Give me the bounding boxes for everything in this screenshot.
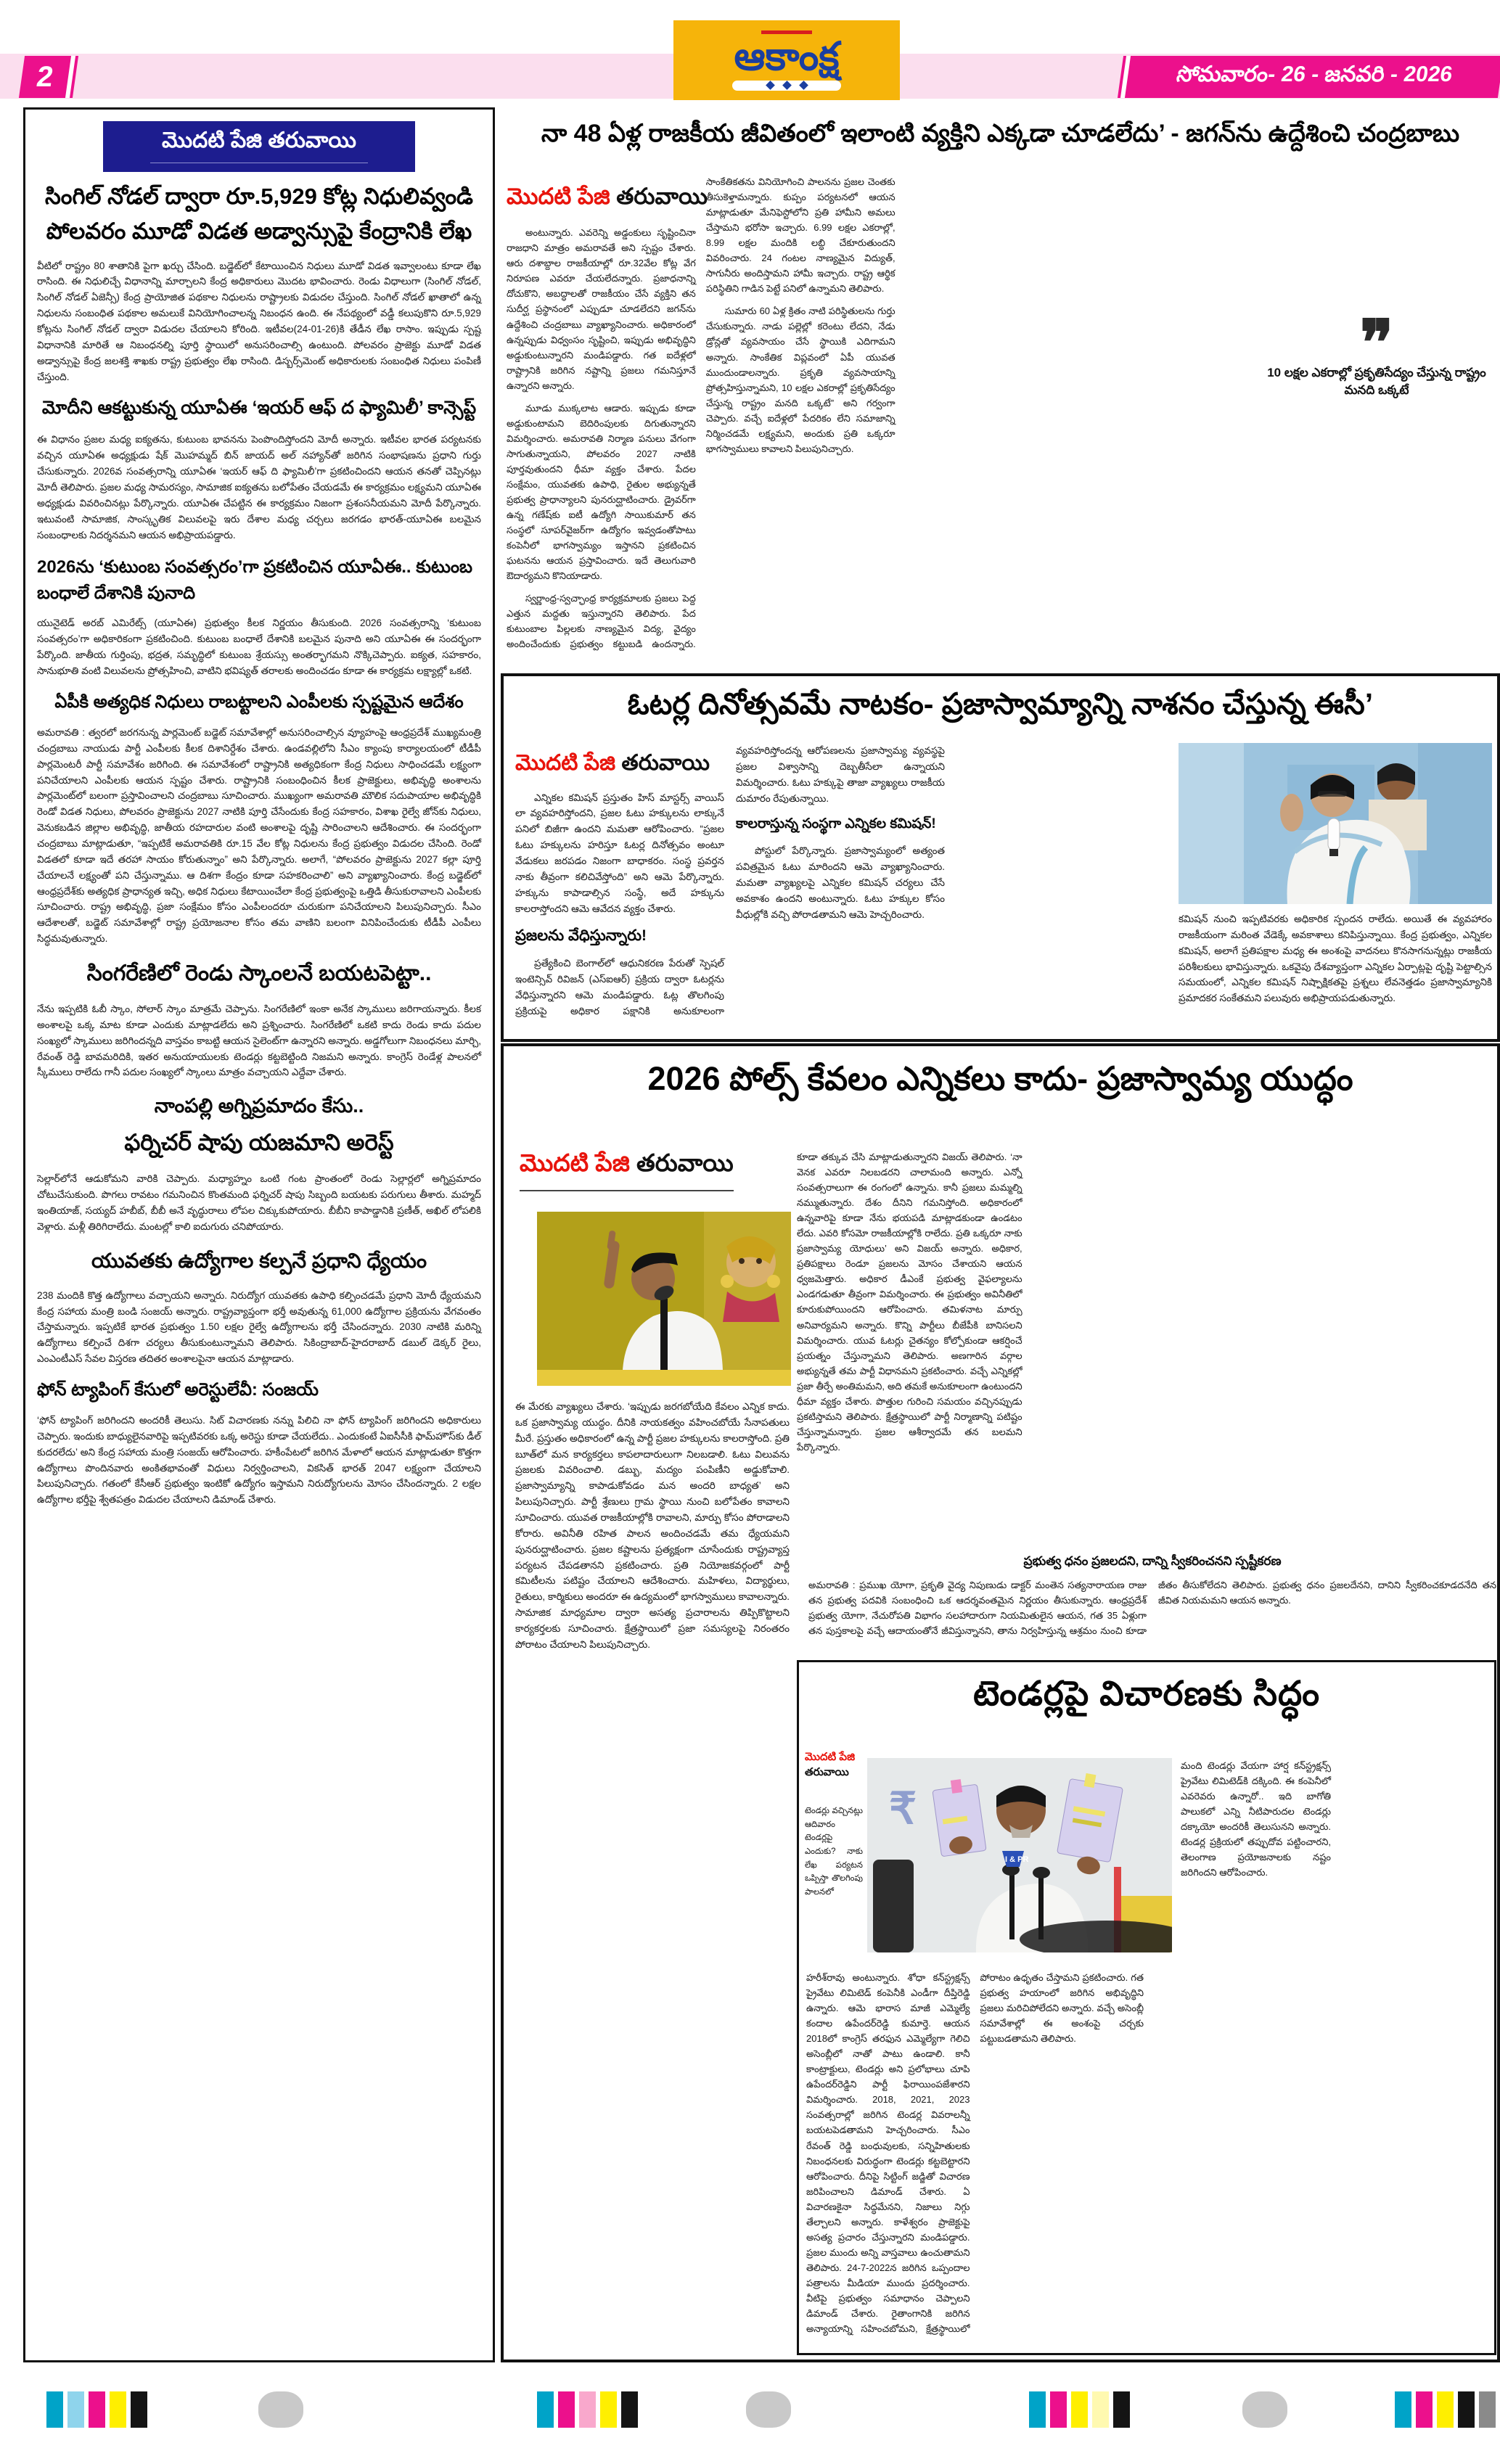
subhead-ec-eroding-rights: కాలరాస్తున్న సంస్థగా ఎన్నికల కమిషన్! <box>736 816 936 832</box>
subhead-phone-tapping: ఫోన్ ట్యాపింగ్ కేసులో అరెస్టులేవీ: సంజయ్ <box>37 1379 319 1400</box>
date-banner <box>1120 56 1500 98</box>
chandrababu-paragraph: సుమారు 60 ఏళ్ల క్రితం నాటి పరిస్థితులను గుర్తు చేసుకున్నారు. నాడు పల్లెల్లో కరెంటు లేదని, నేడు డ్రోన్లతో వ్యవసాయం చేసే స్థాయికి ఎదిగామని అన్నారు. సాంకేతిక విప్లవంలో ఏపీ యువత ముందుండాలన్నారు. ప్రకృతి వ్యవసాయాన్ని ప్రోత్సహిస్తున్నామని, 10 లక్షల ఎకరాల్లో ప్రకృతిసేద్యం చేస్తున్న రాష్ట్రం మనది ఒక్కటే” అని గర్వంగా చెప్పారు. వచ్చే ఐదేళ్లలో పేదరికం లేని సమాజాన్ని నిర్మించడమే లక్ష్యమని, అందుకు ప్రతి ఒక్కరూ భాగస్వాములు కావాలని పిలుపునిచ్చారు. <box>705 305 896 454</box>
tenders-body-bottom: హరీశ్‌రావు అంటున్నారు. శోధా కన్‌స్ట్రక్షన్స్ ప్రైవేటు లిమిటెడ్ కంపెనీకి ఎండీగా దీప్తిరెడ్డి ఉన్నారు. ఆమె భారాస మాజీ ఎమ్మెల్యే కందాల ఉపేందర్‌రెడ్డి కుమార్తె. ఆయన 2018లో కాంగ్రెస్ తరఫున ఎమ్మెల్యేగా గెలిచి అసెంబ్లీలో నాతో పాటు ఉండాలి. కానీ కాంట్రాక్టులు, టెండర్లు అని ప్రలోభాలు చూపి ఉపేందర్‌రెడ్డిని పార్టీ ఫిరాయింపజేశారని విమర్శించారు. 2018, 2021, 2023 సంవత్సరాల్లో జరిగిన టెండర్ల వివరాలన్నీ బయటపెడతామని హెచ్చరించారు. సీఎం రేవంత్ రెడ్డి బంధువులకు, సన్నిహితులకు నిబంధనలకు విరుద్ధంగా టెండర్లు కట్టబెట్టారని ఆరోపించారు. దీనిపై సిట్టింగ్ జడ్జితో విచారణ జరిపించాలని డిమాండ్ చేశారు. ఏ విచారణకైనా సిద్ధమేనని, నిజాలు నిగ్గు తేల్చాలని అన్నారు. కాళేశ్వరం ప్రాజెక్టుపై అసత్య ప్రచారం చేస్తున్నారని మండిపడ్డారు. ప్రజల ముందు అన్ని వాస్తవాలు ఉంచుతామని తెలిపారు. 24-7-2022న జరిగిన ఒప్పందాల పత్రాలను మీడియా ముందు ప్రదర్శించారు. వీటిపై ప్రభుత్వం సమాధానం చెప్పాలని డిమాండ్ చేశారు. రైతాంగానికి జరిగిన అన్యాయాన్ని సహించబోమని, క్షేత్రస్థాయిలో పోరాటం ఉధృతం చేస్తామని ప్రకటించారు. గత ప్రభుత్వ హయాంలో జరిగిన అభివృద్ధిని ప్రజలు మరిచిపోలేదని అన్నారు. వచ్చే అసెంబ్లీ సమావేశాల్లో ఈ అంశంపై చర్చకు పట్టుబడతామని తెలిపారు. <box>806 1972 1144 2335</box>
press-conference-photo <box>867 1758 1172 1952</box>
newspaper-logo <box>673 20 900 100</box>
voters-paragraph: పోస్టులో పేర్కొన్నారు. ప్రజాస్వామ్యంలో అత్యంత పవిత్రమైన ఓటు మారిందని ఆమె వ్యాఖ్యానించారు. మమతా వ్యాఖ్యలపై ఎన్నికల కమిషన్ చర్యలు చేసే అవకాశం ఉందని అంటున్నారు. ఓటు హక్కుల కోసం వీధుల్లోకి వచ్చి పోరాడతామని ఆమె హెచ్చరించారు. <box>736 845 945 920</box>
article-voters-day-ec <box>501 673 1500 1042</box>
polavaram-headline-line2: పోలవరం మూడో విడత అడ్వాన్సుపై కేంద్రానికి లేఖ <box>46 218 472 245</box>
tenders-headline: టెండర్లపై విచారణకు సిద్ధం <box>972 1674 1321 1712</box>
polls-headline: 2026 పోల్స్ కేవలం ఎన్నికలు కాదు- ప్రజాస్వామ్య యుద్ధం <box>647 1060 1353 1097</box>
svg-text:₹: ₹ <box>889 1784 917 1833</box>
polls-body-col1: ఈ మేరకు వ్యాఖ్యలు చేశారు. ‘ఇప్పుడు జరగబోయేది కేవలం ఎన్నిక కాదు. ఒక ప్రజాస్వామ్య యుద్ధం. దీనికి నాయకత్వం వహించబోయే సేనాపతులు మీరే. ప్రస్తుతం అధికారంలో ఉన్న పార్టీ ప్రజల హక్కులను కాలరాస్తోంది. ప్రతి బూత్‌లో మన కార్యకర్తలు కాపలాదారులుగా నిలబడాలి. ఓటు విలువను ప్రజలకు వివరించాలి. డబ్బు, మద్యం పంపిణీని అడ్డుకోవాలి. ప్రజాస్వామ్యాన్ని కాపాడుకోవడం మన అందరి బాధ్యత’ అని పిలుపునిచ్చారు. పార్టీ శ్రేణులు గ్రామ స్థాయి నుంచి బలోపేతం కావాలని సూచించారు. యువత రాజకీయాల్లోకి రావాలని, మార్పు కోసం పోరాడాలని కోరారు. అవినీతి రహిత పాలన అందించడమే తమ ధ్యేయమని పునరుద్ఘాటించారు. ప్రజల కష్టాలను ప్రత్యక్షంగా చూసేందుకు రాష్ట్రవ్యాప్త పర్యటన చేపడతానని ప్రకటించారు. ప్రతి నియోజకవర్గంలో పార్టీ కమిటీలను పటిష్టం చేయాలని ఆదేశించారు. మహిళలు, విద్యార్థులు, రైతులు, కార్మికులు అందరూ ఈ ఉద్యమంలో భాగస్వాములు కావాలన్నారు. సామాజిక మాధ్యమాల ద్వారా అసత్య ప్రచారాలను తిప్పికొట్టాలని కార్యకర్తలకు సూచించారు. క్షేత్రస్థాయిలో ప్రజా సమస్యలపై నిరంతరం పోరాటం చేయాలని పిలుపునిచ్చారు. <box>515 1401 790 1650</box>
continued-label-red: మొదటి పేజి తరువాయి <box>507 184 708 209</box>
voters-body-right: కమిషన్ నుంచి ఇప్పటివరకు అధికారిక స్పందన రాలేదు. అయితే ఈ వ్యవహారం రాజకీయంగా మరింత వేడెక్కే అవకాశాలు కనిపిస్తున్నాయి. కేంద్ర ప్రభుత్వం, ఎన్నికల కమిషన్, అలాగే ప్రతిపక్షాల మధ్య ఈ అంశంపై వాదనలు కొనసాగనున్నట్లు రాజకీయ పరిశీలకులు భావిస్తున్నారు. ఒకవైపు దేశవ్యాప్తంగా ఎన్నికల ఏర్పాట్లపై దృష్టి పెట్టాల్సిన సమయంలో, ఎన్నికల కమిషన్ నిష్పాక్షికతపై ప్రశ్నలు లేవనెత్తడం ప్రజాస్వామ్యానికి ప్రమాదకర సంకేతమని పలువురు అభిప్రాయపడుతున్నారు. <box>1179 913 1492 1004</box>
date-text: సోమవారం- 26 - జనవరి - 2026 <box>1175 62 1454 86</box>
gray-registration-oval <box>258 2391 303 2428</box>
logo-ornament <box>732 81 841 91</box>
color-bar-group <box>46 2391 147 2428</box>
voters-paragraph: ఎన్నికల కమిషన్ ప్రస్తుతం హిస్ మాస్టర్స్ వాయిస్ లా వ్యవహరిస్తోందని, ప్రజల ఓటు హక్కులను లాక్కునే పనిలో బిజీగా ఉందని మమతా ఆరోపించారు. “ప్రజల ఓటు హక్కులను హరిస్తూ ఓటర్ల దినోత్సవం అంటూ వేడుకలు జరపడం నిజంగా బాధాకరం. సంస్థ ప్రవర్తన నాకు తీవ్రంగా కలిచివేస్తోంది” అని ఆమె పేర్కొన్నారు. హక్కును కాపాడాల్సిన సంస్థే, అదే హక్కును కాలరాస్తోందని ఆమె ఆవేదన వ్యక్తం చేశారు. <box>515 792 724 914</box>
article-tenders-inquiry <box>797 1660 1496 2355</box>
voters-right-column <box>1179 743 1492 1032</box>
color-bar-group <box>1395 2391 1496 2428</box>
logo-title: ఆకాంక్ష <box>734 34 840 78</box>
svg-text:I & PR: I & PR <box>1005 1855 1029 1864</box>
chandrababu-headline: నా 48 ఏళ్ల రాజకీయ జీవితంలో ఇలాంటి వ్యక్తిని ఎక్కడా చూడలేదు’ - జగన్‌ను ఉద్దేశించి చంద్రబాబు <box>541 120 1460 147</box>
subhead-singareni-scams: సింగరేణిలో రెండు స్కాంలనే బయటపెట్టా.. <box>86 961 432 985</box>
yoga-body: అమరావతి : ప్రముఖ యోగా, ప్రకృతి వైద్య నిపుణుడు డాక్టర్ మంతెన సత్యనారాయణ రాజు తన ప్రభుత్వ పదవికి సంబంధించి ఒక ఆదర్శవంతమైన నిర్ణయం తీసుకున్నారు. ఆంధ్రప్రదేశ్ ప్రభుత్వ యోగా, నేచురోపతి విభాగం సలహాదారుగా నియమితులైన ఆయన, గత 35 ఏళ్లుగా తన పుస్తకాలపై వచ్చే ఆదాయంతోనే జీవిస్తున్నానని, తాను నిర్వహిస్తున్న ఆశ్రమం నుంచి కూడా జీతం తీసుకోలేదని తెలిపారు. ప్రభుత్వ ధనం ప్రజలదేనని, దానిని స్వీకరించకూడదనేది తన జీవిత నియమమని ఆయన అన్నారు. <box>808 1580 1496 1637</box>
continued-label-red: మొదటి పేజి తరువాయి <box>805 1751 856 1778</box>
polavaram-body-1: వీటిలో రాష్ట్రం 80 శాతానికి పైగా ఖర్చు చేసింది. బడ్జెట్‌లో కేటాయించిన నిధులు మూడో విడత ఇవ్వాలంటు కూడా లేఖ రాసింది. ఈ నిధులిచ్చే విధానాన్ని మార్చాలని కేంద్ర అధికారులు మొదట భావించారు. రెండు విధాలుగా (సింగిల్ నోడల్, సింగిల్ నోడల్ ఏజెన్సీ) కేంద్ర ప్రాయోజిత పథకాల నిధులను రాష్ట్రాలకు విడుదల చేస్తుంది. సింగిల్ నోడల్ ఖాతాలో ఉన్న నిధులను సంబంధిత పథకాల అమలుకే వినియోగించాలన్న నిబంధన ఉంది. ఈ నేపథ్యంలో వడ్డీ కలుపుకొని రూ.5,929 కోట్లను సింగిల్ నోడల్ ద్వారా విడుదల చేయాలని కోరింది. ఇటీవల(24-01-26)కి తేడీన లేఖ రాసాం. ఇప్పుడు స్పష్ట విధానానికి మారితే ఆ నిబంధనల్ని పూర్తి స్థాయిలో అనుసరించాల్సి ఉంటుంది. పోలవరం ప్రాజెక్టు మూడో విడత అడ్వాన్సుపై కేంద్ర జలశక్తి శాఖకు రాష్ట్ర ప్రభుత్వం లేఖ రాసింది. డిస్బర్స్‌మెంట్ అధికారులకు సంబంధిత నిధులు పంపిణీ చేస్తుంది. <box>37 260 481 382</box>
gray-registration-oval <box>746 2391 791 2428</box>
article-polavaram-letter <box>23 107 495 2362</box>
logo-accent-bar <box>761 30 812 34</box>
page-number <box>19 56 75 98</box>
pull-quote <box>1260 308 1493 440</box>
subhead-harassing-people: ప్రజలను వేధిస్తున్నారు! <box>515 927 647 945</box>
color-bar-group <box>537 2391 638 2428</box>
polavaram-body-5: నేను ఇప్పటికి ఓబీ స్కాం, సోలార్ స్కాం మాత్రమే చెప్పాను. సింగరేణిలో ఇంకా అనేక స్కాములు జరిగాయన్నారు. కీలక అంశాలపై ఒక్క మాట కూడా ఎందుకు మాట్లాడలేదు అని ప్రశ్నించారు. సింగరేణిలో ఒకటి కాదు రెండు కాదు పదుల సంఖ్యలో స్కాములు జరిగిందన్నది వాస్తవం కాబట్టి ఆయన సైలెంట్‌గా ఉన్నారని అన్నారు. అడ్డగోలుగా నిబంధనలు మార్చి, రేవంత్ రెడ్డి బావమరిదికి, ఇతర అనుయాయులకు టెండర్లు కట్టబెట్టింది నిజమని అన్నారు. కాంగ్రెస్ రెండేళ్ల పాలనలో స్కీములు రాలేదు గానీ పదుల సంఖ్యలో స్కాంలు మాత్రం వచ్చాయని ఎద్దేవా చేశారు. <box>37 1003 481 1078</box>
yoga-subhead: ప్రభుత్వ ధనం ప్రజలదని, దాన్ని స్వీకరించనని స్పష్టీకరణ <box>1023 1554 1282 1568</box>
continued-label-red: మొదటి పేజి తరువాయి <box>515 751 710 775</box>
pull-quote-text: 10 లక్షల ఎకరాల్లో ప్రకృతిసేద్యం చేస్తున్న రాష్ట్రం మనది ఒక్కటే <box>1267 365 1486 398</box>
subhead-family-year: 2026ను ‘కుటుంబ సంవత్సరం’గా ప్రకటించిన యూఏఈ.. కుటుంబ బంధాలే దేశానికి పునాది <box>37 557 473 604</box>
mamata-banerjee-photo <box>1179 743 1492 904</box>
color-bar-group <box>1029 2391 1130 2428</box>
polavaram-body-7: 238 మందికి కొత్త ఉద్యోగాలు వచ్చాయని అన్నారు. నిరుద్యోగ యువతకు ఉపాధి కల్పించడమే ప్రధాని మోదీ ధ్యేయమని కేంద్ర సహాయ మంత్రి బండి సంజయ్ అన్నారు. రాష్ట్రవ్యాప్తంగా భర్తీ అవుతున్న 61,000 ఉద్యోగాల ప్రక్రియను వేగవంతం చేస్తామన్నారు. ఇప్పటికే భారత ప్రభుత్వం 1.50 లక్షల రైల్వే ఉద్యోగాలను భర్తీ చేసిందన్నారు. 2030 నాటికి మరిన్ని ఉద్యోగాలు కల్పించే దిశగా చర్యలు తీసుకుంటున్నామని తెలిపారు. సికింద్రాబాద్-హైదరాబాద్ డబుల్ డెక్కర్ రైలు, ఎంఎంటీఎస్ సేవల విస్తరణ తదితర అంశాలపైనా ఆయన మాట్లాడారు. <box>37 1289 481 1365</box>
article-chandrababu-remark <box>501 107 1500 668</box>
chandrababu-paragraph: అంటున్నారు. ఎవరెన్ని అడ్డంకులు సృష్టించినా రాజధాని మాత్రం అమరావతే అని స్పష్టం చేశారు. ఆరు దశాబ్దాల రాజకీయాల్లో రూ.32వేల కోట్ల వేగ నిరూపణ ఎవరూ చేయలేదన్నారు. ప్రజాధనాన్ని దోచుకొని, అబద్ధాలతో రాజకీయం చేసే వ్యక్తిని తన సుదీర్ఘ ప్రస్థానంలో ఎప్పుడూ చూడలేదని జగన్‌ను ఉద్దేశించి చంద్రబాబు వ్యాఖ్యానించారు. అధికారంలో ఉన్నప్పుడు విధ్వంసం సృష్టించి, ఇప్పుడు అభివృద్ధిని అడ్డుకుంటున్నారని మండిపడ్డారు. గత ఐదేళ్లలో రాష్ట్రానికి జరిగిన నష్టాన్ని ప్రజలు గమనిస్తూనే ఉన్నారని అన్నారు. <box>507 227 696 391</box>
subhead-mp-instructions: ఏపీకి అత్యధిక నిధులు రాబట్టాలని ఎంపీలకు స్పష్టమైన ఆదేశం <box>54 691 464 712</box>
vijay-photo <box>537 1212 791 1386</box>
polavaram-body-3: యునైటెడ్ అరబ్ ఎమిరేట్స్ (యూఏఈ) ప్రభుత్వం కీలక నిర్ణయం తీసుకుంది. 2026 సంవత్సరాన్ని ‘కుటుంబ సంవత్సరం’గా అధికారికంగా ప్రకటించింది. కుటుంబ బంధాలే దేశానికి బలమైన పునాది అని యూఏఈ ఈ సందర్భంగా పేర్కొంది. జాతీయ గుర్తింపు, భద్రత, సమృద్ధిలో కుటుంబ శ్రేయస్సు అంతర్భాగమని నొక్కిచెప్పారు. ఐక్యత, సహకారం, సానుభూతి వంటి విలువలను ప్రోత్సహించి, వాటిని భవిష్యత్ తరాలకు అందించడం కూడా ఈ కార్యక్రమ లక్ష్యాల్లో ఒకటి. <box>37 617 481 677</box>
voters-paragraph: ప్రత్యేకించి బెంగాల్‌లో ఆధునికరణ పేరుతో స్పెషల్ ఇంటెన్సివ్ రివిజన్ (ఎస్ఐఆర్) ప్రక్రియ ద్వారా ఓటర్లను వేధిస్తున్నారని ఆమె మండిపడ్డారు. ఓట్ల తొలగింపు ప్రక్రియపై అధికార పక్షానికి అనుకూలంగా వ్యవహరిస్తోందన్న ఆరోపణలను ప్రజాస్వామ్య వ్యవస్థపై ప్రజల విశ్వాసాన్ని దెబ్బతీసేలా ఉన్నాయని విమర్శించారు. ఓటు హక్కుపై తాజా వ్యాఖ్యలు రాజకీయ దుమారం రేపుతున్నాయి. <box>515 745 945 1017</box>
subhead-furniture-arrest: ఫర్నిచర్ షాపు యజమాని అరెస్ట్ <box>124 1130 394 1156</box>
polavaram-body-6: సెల్లార్‌లోనే ఆడుకోమని వారికి చెప్పారు. మధ్యాహ్నం ఒంటి గంట ప్రాంతంలో రెండు సెల్లార్లలో అగ్నిప్రమాదం చోటుచేసుకుంది. పొగలు రావటం గమనించిన కొంతమంది ఫర్నిచర్ షాపు సిబ్బంది బయటకు పరుగులు తీశారు. మహ్మద్ ఇంతియాజ్, సయ్యద్ హబీబ్, బీబీ అనే వృద్ధురాలు లోపల చిక్కుకుపోయారు. బీబీని కాపాడ్డానికి ప్రణీత్, అఖిల్ లోపలికి వెళ్లారు. మళ్లీ తిరిగిరాలేదు. మంటల్లో కాలి ఐదుగురు చనిపోయారు. <box>37 1173 481 1232</box>
continued-label-red: మొదటి పేజి తరువాయి <box>520 1149 734 1191</box>
tenders-body-right: మంది టెండర్లు వేయగా హార్ష కన్‌స్ట్రక్షన్స్ ప్రైవేటు లిమిటెడ్‌కి దక్కింది. ఈ కంపెనీలో ఎవరెవరు ఉన్నారో.. ఇది బాగోతి పాలుకలో ఎన్ని నీటిపారుదల టెండర్లు దక్కాయో అందరికీ తెలుసునని అన్నారు. టెండర్ల ప్రక్రియలో తప్పుదోవ పట్టించారని, తెలంగాణ ప్రయోజనాలకు నష్టం జరిగిందని ఆరోపించారు. <box>1181 1760 1331 1878</box>
chandrababu-paragraph: మూడు ముక్కలాట ఆడారు. ఇప్పుడు కూడా అడ్డుకుంటామని బెదిరింపులకు దిగుతున్నారని విమర్శించారు. అమరావతి నిర్మాణ పనులు వేగంగా సాగుతున్నాయని, పోలవరం 2027 నాటికి పూర్తవుతుందని ధీమా వ్యక్తం చేశారు. పేదల సంక్షేమం, యువతకు ఉపాధి, రైతుల అభ్యున్నతే ప్రభుత్వ ప్రాధాన్యాలని పునరుద్ఘాటించారు. డ్రైవర్‌గా ఉన్న గణేష్‌కు ఐటీ ఉద్యోగి సాయికుమార్ తన సంస్థలో సూపర్‌వైజర్‌గా ఉద్యోగం ఇవ్వడంతోపాటు కంపెనీలో భాగస్వామ్యం ఇస్తానని ప్రకటించిన ఘటనను ఆయన ప్రస్తావించారు. ఇదే తెలుగువారి ఔదార్యమని కొనియాడారు. <box>507 402 696 582</box>
continued-from-page1-box <box>103 121 415 172</box>
continued-label: మొదటి పేజి తరువాయి <box>162 128 356 152</box>
voters-body-left <box>515 743 1165 1032</box>
polavaram-headline-line1: సింగిల్ నోడల్‌ ద్వారా రూ.5,929 కోట్ల నిధులివ్వండి <box>45 184 473 209</box>
polavaram-body-8: ‘ఫోన్ ట్యాపింగ్ జరిగిందని అందరికీ తెలుసు. సిట్ విచారణకు నన్ను పిలిచి నా ఫోన్ ట్యాపింగ్ జరిగిందని అధికారులు చెప్పారు. ఇందుకు బాధ్యులైనవారిపై ఇప్పటివరకు ఒక్క అరెస్టు కూడా చేయలేదు.. ఎందుకంటే ఏఐసీసీకి ఫామ్‌హౌస్‌కు డీల్ కుదరలేదు’ అని కేంద్ర సహాయ మంత్రి సంజయ్ ఆరోపించారు. హకీంపేటలో జరిగిన మేళాలో ఆయన మాట్లాడుతూ కొత్తగా ఉద్యోగాలు పొందినవారు అంకితభావంతో విధులు నిర్వర్తించాలని, వికసిత్ భారత్ 2047 లక్ష్యంగా చేయాలని పిలుపునిచ్చారు. గతంలో కేసీఆర్ ప్రభుత్వం ఇంటికో ఉద్యోగం ఇస్తామని నిరుద్యోగులను మోసం చేసిందన్నారు. 2 లక్షల ఉద్యోగాల భర్తీపై శ్వేతపత్రం విడుదల చేయాలని డిమాండ్ చేశారు. <box>37 1414 481 1506</box>
subhead-uae-concept: మోదీని ఆకట్టుకున్న యూఏఈ ‘ఇయర్ ఆఫ్ ద ఫ్యామిలీ’ కాన్సెప్ట్ <box>41 398 477 419</box>
subhead-nampally-fire: నాంపల్లి అగ్నిప్రమాదం కేసు.. <box>154 1095 364 1117</box>
chandrababu-paragraph: స్వర్ణాంధ్ర-స్వచ్ఛాంధ్ర కార్యక్రమాలకు ప్రజలు పెద్ద ఎత్తున మద్దతు ఇస్తున్నారని తెలిపారు. పేద కుటుంబాల పిల్లలకు నాణ్యమైన విద్య, వైద్యం అందించేందుకు ప్రభుత్వం కట్టుబడి ఉందన్నారు. సాంకేతికతను వినియోగించి పాలనను ప్రజల చెంతకు తీసుకెళ్తామన్నారు. కుప్పం పర్యటనలో ఆయన మాట్లాడుతూ మేనిఫెస్టోలోని ప్రతి హామీని అమలు చేస్తామని భరోసా ఇచ్చారు. 6.99 లక్షల ఎకరాల్లో, 8.99 లక్షల మందికి లబ్ధి చేకూరుతుందని వివరించారు. 24 గంటల నాణ్యమైన విద్యుత్, సాగునీరు అందిస్తామని హామీ ఇచ్చారు. రాష్ట్ర ఆర్థిక పరిస్థితిని గాడిన పెట్టే పనిలో ఉన్నామని తెలిపారు. <box>507 176 896 650</box>
voters-headline: ఓటర్ల దినోత్సవమే నాటకం- ప్రజాస్వామ్యాన్ని నాశనం చేస్తున్న ఈసీ’ <box>627 687 1374 720</box>
page-number-text: 2 <box>34 60 56 93</box>
article-2026-polls <box>501 1043 1500 2362</box>
subhead-youth-jobs: యువతకు ఉద్యోగాల కల్పనే ప్రధాని ధ్యేయం <box>91 1249 427 1272</box>
quote-mark-icon: ❞ <box>1359 308 1394 378</box>
polls-body-upper: కూడా తక్కువ చేసి మాట్లాడుతున్నారని విజయ్ తెలిపారు. ‘నా వెనక ఎవరూ నిలబడరని చాలామంది అన్నారు. ఎన్నో సంవత్సరాలుగా ఈ రంగంలో ఉన్నాను. కానీ ప్రజలు మమ్మల్ని నమ్ముతున్నారు. దేశం దీనిని గమనిస్తోంది. అధికారంలో ఉన్నవారిపై కూడా నేను భయపడి మాట్లాడకుండా ఉండటం లేదు. ఎవరి కోసమో రాజకీయాల్లోకి రాలేదు. ప్రతి ఒక్కరూ నాకు ప్రజాస్వామ్య యోధులు’ అని విజయ్ అన్నారు. అధికార, ప్రతిపక్షాలు రెండూ ప్రజలను మోసం చేశాయని ఆయన ధ్వజమెత్తారు. అధికార డీఎంకే ప్రభుత్వ వైఫల్యాలను ఎండగడుతూ తీవ్రంగా విమర్శించారు. ఈ ప్రభుత్వం అవినీతిలో కూరుకుపోయిందని ఆరోపించారు. తమిళనాట మార్పు అనివార్యమని అన్నారు. కొన్ని పార్టీలు బీజేపీకి బానిసలని విమర్శించారు. యువ ఓటర్లు చైతన్యం కోల్పోకుండా ఆకర్షించే ప్రయత్నం చేస్తున్నామని తెలిపారు. అణగారిన వర్గాల అభ్యున్నతే తమ పార్టీ విధానమని ప్రకటించారు. వచ్చే ఎన్నికల్లో ప్రజా తీర్పే అంతిమమని, అది తమకే అనుకూలంగా ఉంటుందని ధీమా వ్యక్తం చేశారు. పొత్తుల గురించి సమయం వచ్చినప్పుడు ప్రకటిస్తామని తెలిపారు. క్షేత్రస్థాయిలో పార్టీ నిర్మాణాన్ని పటిష్టం చేస్తున్నామన్నారు. ప్రజల ఆశీర్వాదమే తన బలమని పేర్కొన్నారు. <box>797 1151 1022 1453</box>
gray-registration-oval <box>1242 2391 1287 2428</box>
tenders-col1-fragments: టెండర్లు వచ్చినట్లు ఆదివారం టెండర్లపై ఎందుకు? నాకు లేఖ పర్యటన ఒప్పిస్తా తొలగింపు పాలనలో <box>805 1807 863 1897</box>
polavaram-body-4: అమరావతి : త్వరలో జరగనున్న పార్లమెంట్ బడ్జెట్ సమావేశాల్లో అనుసరించాల్సిన వ్యూహంపై ఆంధ్రప్రదేశ్ ముఖ్యమంత్రి చంద్రబాబు నాయుడు పార్టీ ఎంపీలకు కీలక దిశానిర్దేశం చేశారు. ఉండవల్లిలోని సీఎం క్యాంపు కార్యాలయంలో టీడీపీ పార్లమెంటరీ పార్టీ సమావేశం జరిగింది. ఈ సమావేశంలో రాష్ట్రానికి అత్యధికంగా కేంద్ర నిధులు సాధించడమే లక్ష్యంగా పనిచేయాలని ఎంపీలకు ఆయన స్పష్టం చేశారు. రాష్ట్రానికి సంబంధించిన కీలక ప్రాజెక్టులు, అభివృద్ధి అంశాలను పార్లమెంట్‌లో బలంగా ప్రస్తావించాలని చంద్రబాబు సూచించారు. ముఖ్యంగా అమరావతి మౌలిక సదుపాయాల అభివృద్ధికి రెండో విడత నిధులు, పోలవరం ప్రాజెక్టును 2027 నాటికి పూర్తి చేసేందుకు కేంద్ర సహకారం, విశాఖ రైల్వే జోన్‌కు నిధులు, వెనుకబడిన జిల్లాల అభివృద్ధి, జాతీయ రహదారుల వంటి అంశాలపై దృష్టి సారించాలని ఆదేశించారు. ఈ సందర్భంగా చంద్రబాబు మాట్లాడుతూ, “ఇప్పటికే అమరావతికి రూ.15 వేల కోట్ల నిధులను కేంద్ర ప్రభుత్వం విడుదల చేసింది. రెండో విడతలో కూడా ఇదే తరహా సాయం కోరుతున్నాం” అని పేర్కొన్నారు. అలాగే, “పోలవరం ప్రాజెక్టును 2027 కల్లా పూర్తి చేయాలనే లక్ష్యంతో పని చేస్తున్నాము. ఆ దిశగా కేంద్రం కూడా సహకరించాలి” అని వ్యాఖ్యానించారు. కేంద్ర బడ్జెట్‌లో ఆంధ్రప్రదేశ్‌కు అత్యధిక ప్రాధాన్యత ఇచ్చి, అధిక నిధులు కేటాయించేలా కేంద్ర ప్రభుత్వంపై ఒత్తిడి తీసుకురావాలని ఎంపీలకు సూచించారు. రాష్ట్ర అభివృద్ధి, ప్రజా సంక్షేమం కోసం ఎంపీలందరూ చురుకుగా పనిచేయాలని పిలుపునిచ్చారు. సీఎం ఆదేశాలతో, బడ్జెట్ సమావేశాల్లో రాష్ట్ర ప్రయోజనాల కోసం తమ వాణిని బలంగా వినిపించేందుకు టీడీపీ ఎంపీలు సిద్ధమవుతున్నారు. <box>37 726 481 945</box>
article-yoga-advisor <box>808 1554 1496 1656</box>
polavaram-body-2: ఈ విధానం ప్రజల మధ్య ఐక్యతను, కుటుంబ భావనను పెంపొందిస్తోందని మోదీ అన్నారు. ఇటీవల భారత పర్యటనకు వచ్చిన యూఏఈ అధ్యక్షుడు షేక్ మొహమ్మద్ బిన్ జాయద్ అల్ నహ్యాన్‌తో జరిగిన సంభాషణను ప్రధాని గుర్తు చేసుకున్నారు. 2026వ సంవత్సరాన్ని యూఏఈ ‘ఇయర్ ఆఫ్ ది ఫ్యామిలీ’గా ప్రకటించిందని ఆయన తనతో చెప్పినట్లు మోదీ తెలిపారు. ప్రజల మధ్య సామరస్యం, సామాజిక ఐక్యతను బలోపేతం చేయడమే ఈ కార్యక్రమం లక్ష్యమని యూఏఈ అధ్యక్షుడు వివరించినట్లు పేర్కొన్నారు. యూఏఈ చేపట్టిన ఈ కార్యక్రమం నిజంగా ప్రశంసనీయమని మోదీ పేర్కొన్నారు. ఇటువంటి సామాజిక, సాంస్కృతిక విలువలపై ఇరు దేశాల మధ్య చర్చలు జరగడం భారత్-యూఏఈ బలమైన సంబంధాలకు నిదర్శనమని ఆయన అభిప్రాయపడ్డారు. <box>37 434 481 541</box>
